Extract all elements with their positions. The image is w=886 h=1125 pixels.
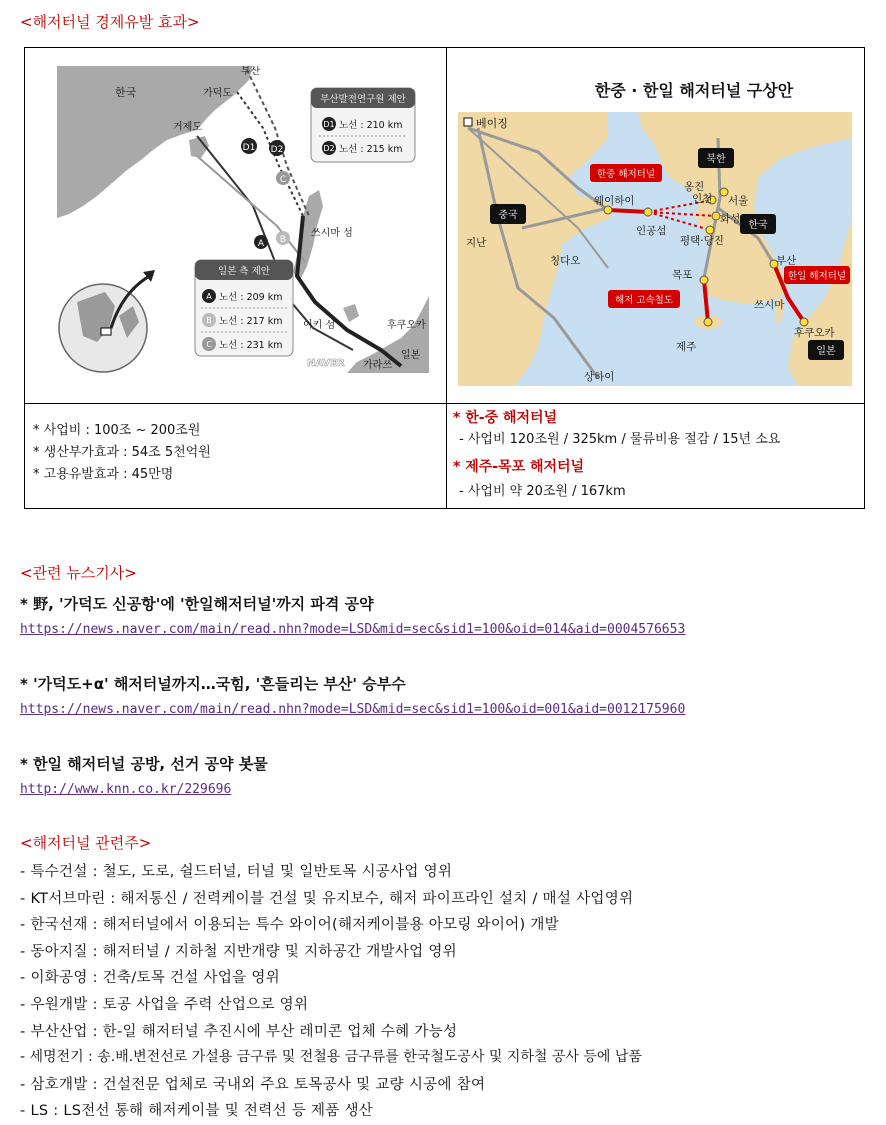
svg-text:한중 해저터널: 한중 해저터널 [596,169,656,180]
svg-text:노선 : 210 km: 노선 : 210 km [339,120,403,131]
stock-item: - 동아지질 : 해저터널 / 지하철 지반개량 및 지하공간 개발사업 영위 [20,944,457,960]
svg-text:쓰시마: 쓰시마 [754,299,785,311]
svg-text:베이징: 베이징 [476,117,508,130]
stock-item: - 한국선재 : 해저터널에서 이용되는 특수 와이어(해저케이블용 아모링 와이어) 개발 [20,917,559,933]
label-busan: 부산 [241,66,261,77]
dot-mokpo [700,276,708,284]
stock-item: - 이화공영 : 건축/토목 건설 사업을 영위 [20,970,280,986]
heading-korea-china-tunnel: * 한-중 해저터널 [453,410,558,426]
svg-text:한일 해저터널: 한일 해저터널 [787,271,847,282]
stock-item: - 특수건설 : 철도, 도로, 쉴드터널, 터널 및 일반토목 시공사업 영위 [20,864,453,880]
svg-text:C: C [206,340,212,349]
legend-busan-proposal [311,88,415,162]
svg-text:노선 : 217 km: 노선 : 217 km [219,316,283,327]
info-table [24,47,865,509]
svg-text:평택·당진: 평택·당진 [680,235,724,247]
svg-text:제주: 제주 [676,341,697,353]
detail-jeju-mokpo-tunnel: - 사업비 약 20조원 / 167km [459,484,626,499]
svg-text:D1: D1 [242,143,256,153]
globe-focus-box [101,328,111,335]
section-title-economic-effect: <해저터널 경제유발 효과> [20,13,200,31]
stock-item: - 세명전기 : 송.배.변전선로 가설용 금구류 및 전철용 금구류를 한국철도공사 및 지하철 공사 등에 납품 [20,1049,642,1065]
label-japan: 일본 [401,350,421,361]
map-title: 한중 · 한일 해저터널 구상안 [594,81,794,100]
svg-text:부산: 부산 [776,255,797,267]
label-geoje: 거제도 [173,122,202,133]
korea-japan-route-map [57,66,429,373]
bullet-production-effect: * 생산부가효과 : 54조 5천억원 [33,445,211,460]
heading-jeju-mokpo-tunnel: * 제주-목포 해저터널 [453,459,585,475]
table-divider-horizontal [25,403,864,404]
svg-text:D2: D2 [270,145,284,155]
bullet-employment-effect: * 고용유발효과 : 45만명 [33,467,174,482]
svg-text:부산발전연구원 제안: 부산발전연구원 제안 [320,94,406,105]
svg-text:B: B [206,316,212,325]
label-korea: 한국 [115,86,137,99]
korea-china-japan-tunnel-map [458,68,852,386]
svg-text:상하이: 상하이 [584,371,615,383]
svg-text:목포: 목포 [672,269,693,281]
label-iki: 이키 섬 [303,320,336,331]
beijing-marker [464,118,472,126]
svg-text:옹진: 옹진 [684,181,705,193]
news-link-1[interactable]: https://news.naver.com/main/read.nhn?mode=LSD&mid=sec&sid1=100&oid=014&aid=0004576653 [20,622,686,637]
stock-item: - LS : LS전선 통해 해저케이블 및 전력선 등 제품 생산 [20,1103,374,1119]
dot-weihai [604,206,612,214]
tunnel-details [453,406,863,502]
watermark: NAVER [307,358,345,369]
svg-text:노선 : 215 km: 노선 : 215 km [339,144,403,155]
label-fukuoka: 후쿠오카 [387,320,426,331]
news-title-3: * 한일 해저터널 공방, 선거 공약 봇물 [20,755,268,773]
svg-text:한국: 한국 [748,220,768,231]
label-tsushima: 쓰시마 섬 [311,228,353,239]
dot-artificial-island [644,208,652,216]
svg-text:지난: 지난 [466,237,487,249]
news-link-3[interactable]: http://www.knn.co.kr/229696 [20,782,232,797]
bullet-cost: * 사업비 : 100조 ~ 200조원 [33,423,201,438]
legend-japan-proposal [195,260,293,356]
svg-text:웨이하이: 웨이하이 [594,195,635,207]
svg-text:화성: 화성 [720,213,741,225]
stock-item: - 삼호개발 : 건설전문 업체로 국내외 주요 토목공사 및 교량 시공에 참여 [20,1077,486,1093]
route-map-svg [57,66,429,373]
tunnel-plan-map-svg [458,68,852,386]
svg-text:인천: 인천 [692,193,713,205]
svg-text:A: A [206,292,212,301]
dot-fukuoka [800,318,808,326]
svg-text:일본: 일본 [816,346,836,357]
news-title-2: * '가덕도+α' 해저터널까지…국힘, '흔들리는 부산' 승부수 [20,675,406,693]
svg-text:D2: D2 [323,144,335,153]
dot-pyeongtaek [706,226,714,234]
section-title-news: <관련 뉴스기사> [20,564,137,582]
svg-text:해저 고속철도: 해저 고속철도 [614,295,674,306]
table-divider-vertical [446,48,447,508]
svg-text:C: C [279,175,287,185]
dot-hwaseong [712,212,720,220]
svg-text:칭다오: 칭다오 [550,255,581,267]
kc-tunnel-line [608,210,648,212]
svg-text:노선 : 231 km: 노선 : 231 km [219,340,283,351]
label-karatsu: 가라쓰 [363,360,392,371]
news-title-1: * 野, '가덕도 신공항'에 '한일해저터널'까지 파격 공약 [20,595,374,613]
svg-text:북한: 북한 [706,154,726,165]
stock-item: - 부산산업 : 한-일 해저터널 추진시에 부산 레미콘 업체 수혜 가능성 [20,1024,458,1040]
dot-jeju [704,318,712,326]
svg-text:후쿠오카: 후쿠오카 [794,327,835,339]
svg-text:일본 측 제안: 일본 측 제안 [218,266,270,277]
news-link-2[interactable]: https://news.naver.com/main/read.nhn?mode=LSD&mid=sec&sid1=100&oid=001&aid=0012175960 [20,702,686,717]
svg-text:D1: D1 [323,120,335,129]
dot-seoul [720,188,728,196]
svg-text:B: B [279,235,287,245]
label-gadeok: 가덕도 [203,88,232,99]
effect-summary [33,420,438,486]
svg-text:서울: 서울 [728,195,749,207]
stock-item: - KT서브마린 : 해저통신 / 전력케이블 건설 및 유지보수, 해저 파이프라인 설치 / 매설 사업영위 [20,891,634,907]
stock-item: - 우원개발 : 토공 사업을 주력 산업으로 영위 [20,997,309,1013]
section-title-stocks: <해저터널 관련주> [20,834,152,852]
svg-text:인공섬: 인공섬 [636,225,667,237]
svg-text:A: A [257,239,265,249]
svg-text:중국: 중국 [498,210,518,221]
svg-text:노선 : 209 km: 노선 : 209 km [219,292,283,303]
detail-korea-china-tunnel: - 사업비 120조원 / 325km / 물류비용 절감 / 15년 소요 [459,432,781,447]
